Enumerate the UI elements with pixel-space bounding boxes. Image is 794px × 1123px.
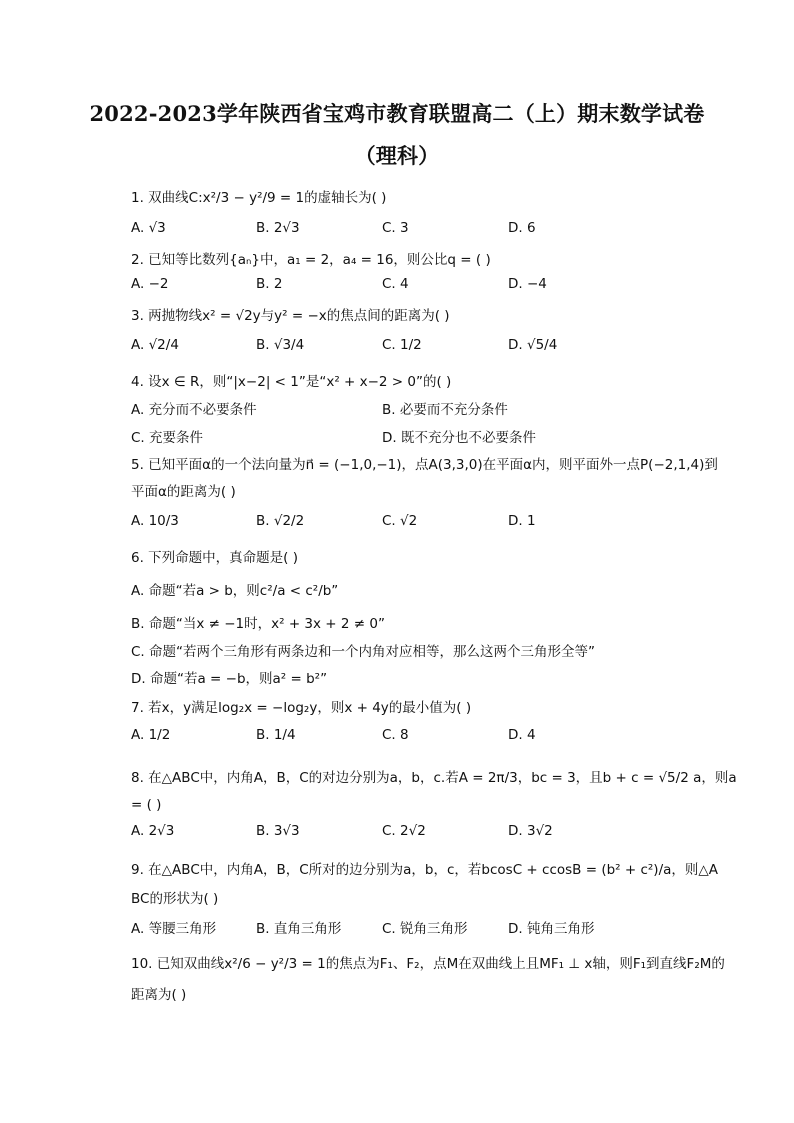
question-8-option-d: D. 3√2: [508, 823, 553, 839]
question-4-stem: 4. 设x ∈ R，则“|x−2| < 1”是“x² + x−2 > 0”的( ): [131, 374, 452, 390]
question-8-option-b: B. 3√3: [256, 823, 300, 839]
question-5-option-c: C. √2: [382, 513, 418, 529]
question-1-stem: 1. 双曲线C:x²/3 − y²/9 = 1的虚轴长为( ): [131, 190, 387, 206]
question-5-stem: 5. 已知平面α的一个法向量为n⃗ = (−1,0,−1)，点A(3,3,0)在平面α内，则平面外一点P(−2,1,4)到: [131, 457, 718, 473]
question-2-stem: 2. 已知等比数列{aₙ}中，a₁ = 2，a₄ = 16，则公比q = ( ): [131, 252, 491, 268]
question-10-stem: 10. 已知双曲线x²/6 − y²/3 = 1的焦点为F₁、F₂，点M在双曲线上且MF₁ ⊥ x轴，则F₁到直线F₂M的: [131, 956, 725, 972]
exam-subtitle: （理科）: [354, 143, 440, 168]
exam-title: 2022-2023学年陕西省宝鸡市教育联盟高二（上）期末数学试卷: [89, 101, 705, 126]
question-7-option-a: A. 1/2: [131, 727, 171, 743]
question-1-option-d: D. 6: [508, 220, 536, 236]
question-5-option-d: D. 1: [508, 513, 536, 529]
question-3-option-d: D. √5/4: [508, 337, 558, 353]
question-5-option-a: A. 10/3: [131, 513, 179, 529]
question-9-option-b: B. 直角三角形: [256, 921, 342, 937]
question-6-option-c: C. 命题“若两个三角形有两条边和一个内角对应相等，那么这两个三角形全等”: [131, 644, 595, 660]
question-9-option-c: C. 锐角三角形: [382, 921, 468, 937]
question-7-stem: 7. 若x，y满足log₂x = −log₂y，则x + 4y的最小值为( ): [131, 700, 472, 716]
question-4-option-c: C. 充要条件: [131, 430, 204, 446]
question-2-option-c: C. 4: [382, 276, 409, 292]
question-3-option-a: A. √2/4: [131, 337, 179, 353]
question-2-option-b: B. 2: [256, 276, 283, 292]
question-1-option-a: A. √3: [131, 220, 166, 236]
question-5-option-b: B. √2/2: [256, 513, 305, 529]
question-4-option-a: A. 充分而不必要条件: [131, 402, 257, 418]
question-4-option-b: B. 必要而不充分条件: [382, 402, 508, 418]
question-3-option-b: B. √3/4: [256, 337, 305, 353]
question-7-option-c: C. 8: [382, 727, 409, 743]
question-5-stem-continued: 平面α的距离为( ): [131, 484, 236, 500]
question-7-option-d: D. 4: [508, 727, 536, 743]
question-1-option-c: C. 3: [382, 220, 409, 236]
question-9-stem-continued: BC的形状为( ): [131, 891, 219, 907]
question-10-stem-continued: 距离为( ): [131, 987, 187, 1003]
question-9-option-a: A. 等腰三角形: [131, 921, 217, 937]
question-2-option-a: A. −2: [131, 276, 169, 292]
question-2-option-d: D. −4: [508, 276, 547, 292]
question-8-stem: 8. 在△ABC中，内角A，B，C的对边分别为a，b，c.若A = 2π/3，bc = 3，且b + c = √5/2 a，则a: [131, 770, 737, 786]
question-8-option-c: C. 2√2: [382, 823, 426, 839]
question-9-stem: 9. 在△ABC中，内角A，B，C所对的边分别为a，b，c，若bcosC + ccosB = (b² + c²)/a，则△A: [131, 862, 719, 878]
question-3-stem: 3. 两抛物线x² = √2y与y² = −x的焦点间的距离为( ): [131, 308, 450, 324]
question-1-option-b: B. 2√3: [256, 220, 300, 236]
question-7-option-b: B. 1/4: [256, 727, 296, 743]
question-4-option-d: D. 既不充分也不必要条件: [382, 430, 536, 446]
question-6-option-d: D. 命题“若a = −b，则a² = b²”: [131, 671, 328, 687]
question-6-option-b: B. 命题“当x ≠ −1时，x² + 3x + 2 ≠ 0”: [131, 616, 385, 632]
question-3-option-c: C. 1/2: [382, 337, 422, 353]
question-6-stem: 6. 下列命题中，真命题是( ): [131, 550, 298, 566]
question-6-option-a: A. 命题“若a > b，则c²/a < c²/b”: [131, 583, 339, 599]
question-8-stem-continued: = ( ): [131, 797, 162, 813]
question-8-option-a: A. 2√3: [131, 823, 175, 839]
question-9-option-d: D. 钝角三角形: [508, 921, 595, 937]
